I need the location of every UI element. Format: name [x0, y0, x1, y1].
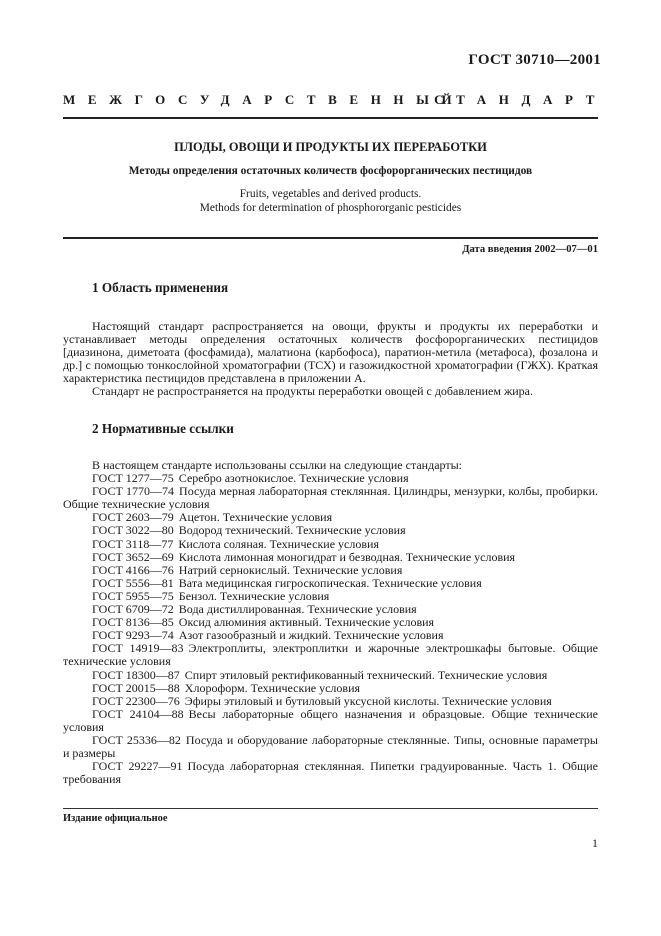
- reference-code: ГОСТ 8136—85: [92, 615, 174, 630]
- header-rule: [63, 117, 598, 119]
- reference-code: ГОСТ 29227—91: [92, 759, 183, 774]
- reference-title: Водород технический. Технические условия: [178, 523, 406, 538]
- reference-item: [63, 642, 598, 668]
- reference-code: ГОСТ 5955—75: [92, 588, 174, 603]
- reference-item: [63, 708, 598, 734]
- reference-code: ГОСТ 4166—76: [92, 562, 174, 577]
- reference-list: [63, 459, 598, 786]
- reference-title: Спирт этиловый ректификованный технический. Технические условия: [184, 667, 548, 682]
- reference-code: ГОСТ 3652—69: [92, 549, 174, 564]
- page-subtitle: Методы определения остаточных количеств фосфорорганических пестицидов: [128, 165, 533, 177]
- reference-list-intro: В настоящем стандарте использованы ссылки на следующие стандарты:: [92, 458, 463, 472]
- reference-code: ГОСТ 18300—87: [92, 667, 180, 682]
- reference-code: ГОСТ 22300—76: [92, 693, 180, 708]
- section-1-paragraph: Настоящий стандарт распространяется на овощи, фрукты и продукты их переработки и устанавливает методы определения остаточных количеств фосфорорганических пестицидов [диазинона, диметоата (фосфамида), малатиона (карбофоса), паратион-метила (метафоса), фозалона и др.] с помощью тонкослойной хроматографии (ТСХ) и газожидкостной хроматографии (ГЖХ). Краткая характеристика пестицидов представлена в приложении А.: [63, 319, 598, 386]
- page-title: ПЛОДЫ, ОВОЩИ И ПРОДУКТЫ ИХ ПЕРЕРАБОТКИ: [174, 140, 487, 154]
- reference-item: [63, 734, 598, 760]
- reference-items: [63, 472, 598, 786]
- reference-title: Эфиры этиловый и бутиловый уксусной кислоты. Технические условия: [184, 693, 552, 708]
- section-1-heading: 1 Область применения: [92, 280, 229, 295]
- intro-date: Дата введения 2002—07—01: [462, 244, 598, 255]
- reference-code: ГОСТ 2603—79: [92, 510, 174, 525]
- reference-title: Серебро азотнокислое. Технические условия: [178, 471, 409, 486]
- reference-code: ГОСТ 1770—74: [92, 484, 175, 499]
- reference-title: Посуда мерная лабораторная стеклянная. Цилиндры, мензурки, колбы, пробирки. Общие технические условия: [63, 484, 598, 512]
- reference-item: [63, 760, 598, 786]
- reference-code: ГОСТ 5556—81: [92, 575, 174, 590]
- reference-title: Вата медицинская гигроскопическая. Технические условия: [178, 575, 482, 590]
- reference-title: Кислота лимонная моногидрат и безводная. Технические условия: [178, 549, 516, 564]
- reference-code: ГОСТ 3022—80: [92, 523, 174, 538]
- reference-title: Бензол. Технические условия: [178, 588, 330, 603]
- reference-code: ГОСТ 14919—83: [92, 641, 184, 656]
- reference-title: Азот газообразный и жидкий. Технические условия: [178, 628, 444, 643]
- reference-title: Вода дистиллированная. Технические условия: [178, 602, 417, 617]
- reference-item: [63, 577, 598, 590]
- reference-title: Весы лабораторные общего назначения и образцовые. Общие технические условия: [63, 706, 598, 734]
- edition-label: Издание официальное: [63, 813, 168, 824]
- category-label-left: МЕЖГОСУДАРСТВЕННЫЙ: [63, 92, 465, 107]
- reference-item: [63, 485, 598, 511]
- section-2-heading: 2 Нормативные ссылки: [92, 421, 234, 436]
- reference-title: Натрий сернокислый. Технические условия: [178, 562, 403, 577]
- reference-title: Оксид алюминия активный. Технические условия: [178, 615, 435, 630]
- footer-rule: [63, 808, 598, 809]
- reference-code: ГОСТ 6709—72: [92, 602, 174, 617]
- reference-title: Электроплиты, электроплитки и жарочные электрошкафы бытовые. Общие технические условия: [63, 641, 598, 669]
- english-title-line-2: Methods for determination of phosphororganic pesticides: [199, 202, 462, 214]
- reference-title: Посуда и оборудование лабораторные стеклянные. Типы, основные параметры и размеры: [63, 732, 598, 761]
- reference-title: Ацетон. Технические условия: [178, 510, 333, 525]
- reference-code: ГОСТ 20015—88: [92, 680, 180, 695]
- document-code: ГОСТ 30710—2001: [468, 52, 601, 68]
- english-title-line-1: Fruits, vegetables and derived products.: [239, 188, 422, 200]
- category-label-right: СТАНДАРТ: [434, 92, 607, 107]
- reference-title: Хлороформ. Технические условия: [184, 680, 361, 695]
- section-1-body: [63, 320, 598, 399]
- reference-code: ГОСТ 25336—82: [92, 732, 181, 747]
- title-rule: [63, 237, 598, 239]
- reference-code: ГОСТ 24104—88: [92, 706, 184, 721]
- page-number: 1: [592, 836, 598, 850]
- section-1-paragraph: Стандарт не распространяется на продукты переработки овощей с добавлением жира.: [92, 384, 533, 399]
- reference-title: Кислота соляная. Технические условия: [178, 536, 379, 551]
- reference-title: Посуда лабораторная стеклянная. Пипетки градуированные. Часть 1. Общие требования: [63, 759, 598, 787]
- reference-code: ГОСТ 3118—77: [92, 536, 174, 551]
- reference-code: ГОСТ 1277—75: [92, 471, 174, 486]
- reference-code: ГОСТ 9293—74: [92, 628, 174, 643]
